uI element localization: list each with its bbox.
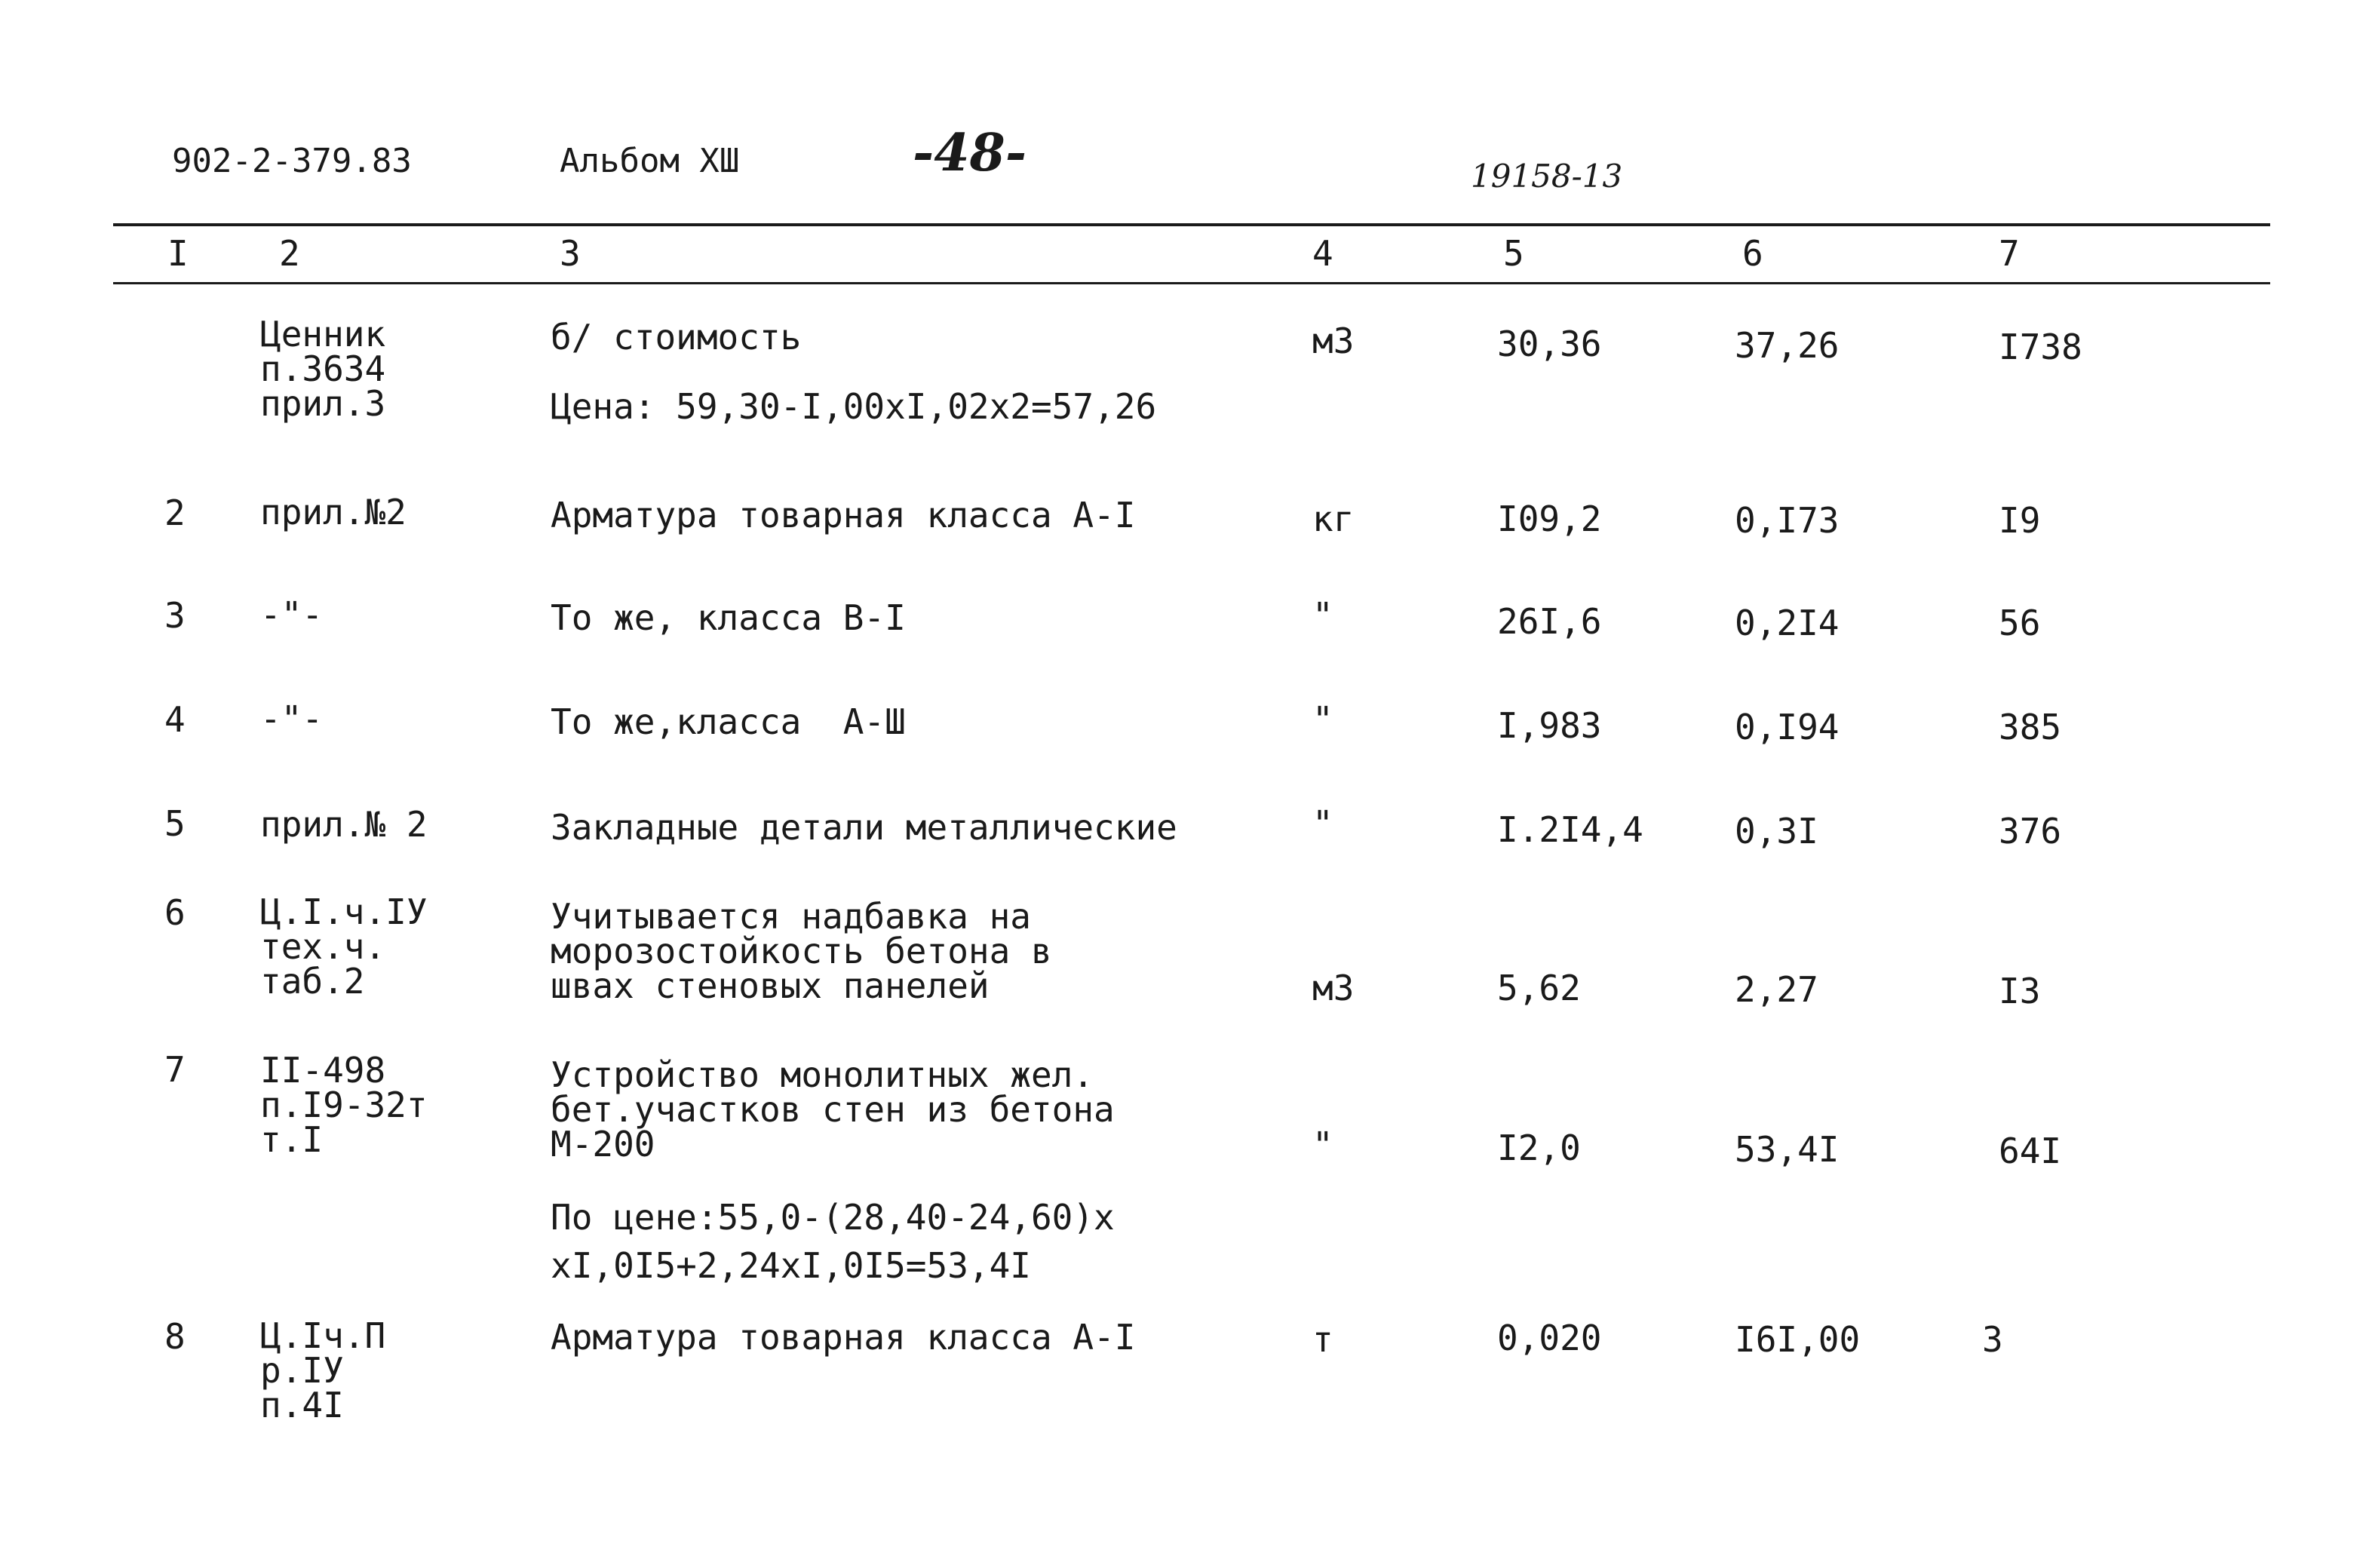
row-7-price-formula: По цене:55,0-(28,40-24,60)x xI,0I5+2,24xI,0I5=53,4I bbox=[551, 1197, 1115, 1286]
row-7-description: Устройство монолитных жел. бет.участков стен из бетона М-200 bbox=[551, 1054, 1115, 1164]
row-8-reference: Ц.Iч.П р.IУ п.4I bbox=[260, 1315, 386, 1425]
row-5-quantity: I.2I4,4 bbox=[1497, 809, 1643, 850]
column-header-6: 6 bbox=[1742, 233, 1763, 274]
row-1-unit-price: 37,26 bbox=[1735, 325, 1840, 366]
row-4-unit: " bbox=[1312, 699, 1333, 740]
column-header-3: 3 bbox=[560, 233, 581, 274]
row-4-number: 4 bbox=[164, 699, 186, 740]
row-6-unit: м3 bbox=[1312, 968, 1355, 1008]
row-8-unit-price: I6I,00 bbox=[1735, 1319, 1861, 1360]
row-1-description: б/ стоимость bbox=[551, 317, 802, 357]
row-3-reference: -"- bbox=[260, 594, 324, 635]
row-7-number: 7 bbox=[164, 1049, 186, 1090]
row-8-unit: т bbox=[1312, 1319, 1333, 1360]
row-6-unit-price: 2,27 bbox=[1735, 969, 1818, 1010]
row-1-unit: м3 bbox=[1312, 321, 1355, 361]
row-1-reference: Ценник п.3634 прил.3 bbox=[260, 314, 386, 424]
row-8-description: Арматура товарная класса А-I bbox=[551, 1317, 1136, 1358]
row-3-quantity: 26I,6 bbox=[1497, 601, 1602, 642]
row-4-unit-price: 0,I94 bbox=[1735, 707, 1840, 747]
row-5-description: Закладные детали металлические bbox=[551, 807, 1177, 848]
row-2-unit-price: 0,I73 bbox=[1735, 500, 1840, 541]
row-2-description: Арматура товарная класса А-I bbox=[551, 495, 1136, 535]
row-2-reference: прил.№2 bbox=[260, 492, 407, 532]
row-6-quantity: 5,62 bbox=[1497, 968, 1581, 1008]
row-8-total: 3 bbox=[1982, 1319, 2003, 1360]
row-4-total: 385 bbox=[1999, 707, 2062, 747]
row-5-unit-price: 0,3I bbox=[1735, 811, 1818, 852]
row-8-number: 8 bbox=[164, 1316, 186, 1357]
row-1-total: I738 bbox=[1999, 327, 2082, 367]
album-label: Альбом XШ bbox=[560, 142, 740, 180]
row-3-unit: " bbox=[1312, 595, 1333, 636]
page-number: -48- bbox=[913, 123, 1027, 183]
document-code: 902-2-379.83 bbox=[172, 142, 412, 180]
column-header-7: 7 bbox=[1999, 233, 2020, 274]
column-header-2: 2 bbox=[279, 233, 300, 274]
row-6-number: 6 bbox=[164, 892, 186, 933]
row-5-total: 376 bbox=[1999, 811, 2062, 852]
row-2-number: 2 bbox=[164, 492, 186, 533]
row-6-description: Учитывается надбавка на морозостойкость бетона в швах стеновых панелей bbox=[551, 896, 1052, 1006]
row-2-unit: кг bbox=[1312, 499, 1355, 539]
row-5-unit: " bbox=[1312, 803, 1333, 844]
column-header-5: 5 bbox=[1503, 233, 1524, 274]
row-7-quantity: I2,0 bbox=[1497, 1128, 1581, 1168]
row-7-reference: II-498 п.I9-32т т.I bbox=[260, 1050, 428, 1160]
row-4-reference: -"- bbox=[260, 698, 324, 739]
row-3-number: 3 bbox=[164, 595, 186, 636]
row-1-quantity: 30,36 bbox=[1497, 324, 1602, 364]
row-6-reference: Ц.I.ч.IУ тех.ч. таб.2 bbox=[260, 891, 428, 1002]
row-5-number: 5 bbox=[164, 803, 186, 844]
row-4-quantity: I,983 bbox=[1497, 705, 1602, 746]
row-7-total: 64I bbox=[1999, 1131, 2062, 1171]
row-8-quantity: 0,020 bbox=[1497, 1318, 1602, 1358]
row-6-total: I3 bbox=[1999, 971, 2041, 1011]
row-3-unit-price: 0,2I4 bbox=[1735, 603, 1840, 643]
row-7-unit: " bbox=[1312, 1125, 1333, 1165]
row-1-price-formula: Цена: 59,30-I,00xI,02x2=57,26 bbox=[551, 386, 1157, 427]
row-3-total: 56 bbox=[1999, 603, 2041, 643]
column-header-4: 4 bbox=[1312, 233, 1333, 274]
row-2-total: I9 bbox=[1999, 500, 2041, 541]
row-3-description: То же, класса В-I bbox=[551, 597, 906, 638]
table-header-rule bbox=[113, 282, 2270, 284]
table-top-rule bbox=[113, 223, 2270, 226]
row-7-unit-price: 53,4I bbox=[1735, 1129, 1840, 1170]
handwritten-note: 19158-13 bbox=[1471, 158, 1623, 195]
row-5-reference: прил.№ 2 bbox=[260, 804, 428, 845]
row-4-description: То же,класса А-Ш bbox=[551, 701, 906, 742]
row-2-quantity: I09,2 bbox=[1497, 499, 1602, 539]
column-header-1: I bbox=[167, 233, 189, 274]
